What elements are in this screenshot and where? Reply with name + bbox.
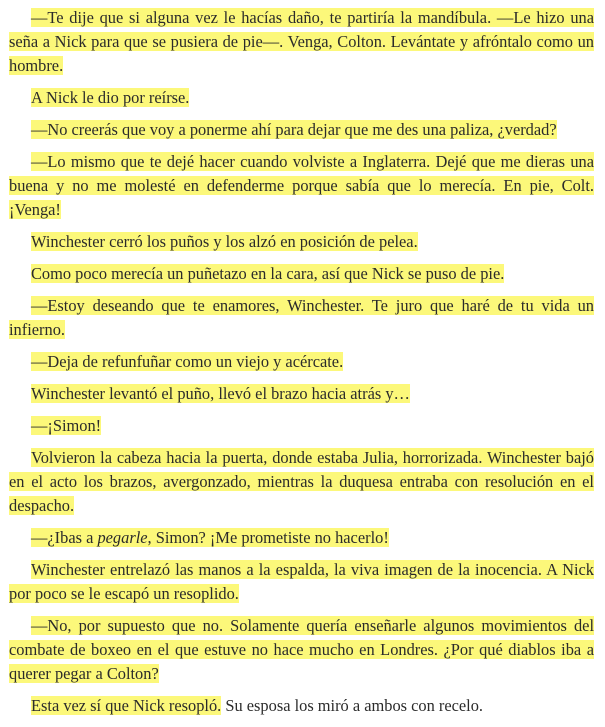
paragraph	[9, 150, 594, 222]
highlighted-text: Winchester entrelazó las manos a la espalda, la viva imagen de la inocencia. A Nick por poco se le escapó un resoplido.	[9, 560, 594, 603]
plain-text: Su esposa los miró a ambos con recelo.	[221, 696, 484, 715]
highlighted-text: —Deja de refunfuñar como un viejo y acércate.	[31, 352, 344, 371]
highlighted-text: —¡Simon!	[31, 416, 102, 435]
highlighted-text: Winchester cerró los puños y los alzó en posición de pelea.	[31, 232, 418, 251]
highlighted-text: Volvieron la cabeza hacia la puerta, donde estaba Julia, horrorizada. Winchester bajó en el acto los brazos, avergonzado, mientras la duquesa entraba con resolución en el despacho.	[9, 448, 594, 515]
paragraph	[9, 118, 594, 142]
paragraph	[9, 694, 594, 718]
paragraph	[9, 86, 594, 110]
paragraph	[9, 6, 594, 78]
highlighted-text: —Te dije que si alguna vez le hacías daño, te partiría la mandíbula. —Le hizo una seña a Nick para que se pusiera de pie—. Venga, Colton. Levántate y afróntalo como un hombre.	[9, 8, 594, 75]
paragraph	[9, 558, 594, 606]
highlighted-text: A Nick le dio por reírse.	[31, 88, 190, 107]
paragraph	[9, 414, 594, 438]
paragraph	[9, 230, 594, 254]
paragraph	[9, 294, 594, 342]
highlighted-text: Winchester levantó el puño, llevó el brazo hacia atrás y…	[31, 384, 410, 403]
highlighted-text: Como poco merecía un puñetazo en la cara, así que Nick se puso de pie.	[31, 264, 505, 283]
highlighted-text: —No, por supuesto que no. Solamente quería enseñarle algunos movimientos del combate de boxeo en el que estuve no hace mucho en Londres. ¿Por qué diablos iba a querer pegar a Colton?	[9, 616, 594, 683]
paragraph	[9, 350, 594, 374]
highlighted-text: —No creerás que voy a ponerme ahí para dejar que me des una paliza, ¿verdad?	[31, 120, 557, 139]
highlighted-italic-text: pegarle	[97, 528, 148, 547]
paragraph	[9, 262, 594, 286]
text-body	[9, 6, 594, 718]
highlighted-text: , Simon? ¡Me prometiste no hacerlo!	[147, 528, 389, 547]
highlighted-text: —¿Ibas a	[31, 528, 98, 547]
paragraph	[9, 526, 594, 550]
paragraph	[9, 614, 594, 686]
highlighted-text: —Estoy deseando que te enamores, Winchester. Te juro que haré de tu vida un infierno.	[9, 296, 594, 339]
paragraph	[9, 382, 594, 406]
highlighted-text: —Lo mismo que te dejé hacer cuando volviste a Inglaterra. Dejé que me dieras una buena y no me molesté en defenderme porque sabía que lo merecía. En pie, Colt. ¡Venga!	[9, 152, 594, 219]
highlighted-text: Esta vez sí que Nick resopló.	[31, 696, 222, 715]
paragraph	[9, 446, 594, 518]
